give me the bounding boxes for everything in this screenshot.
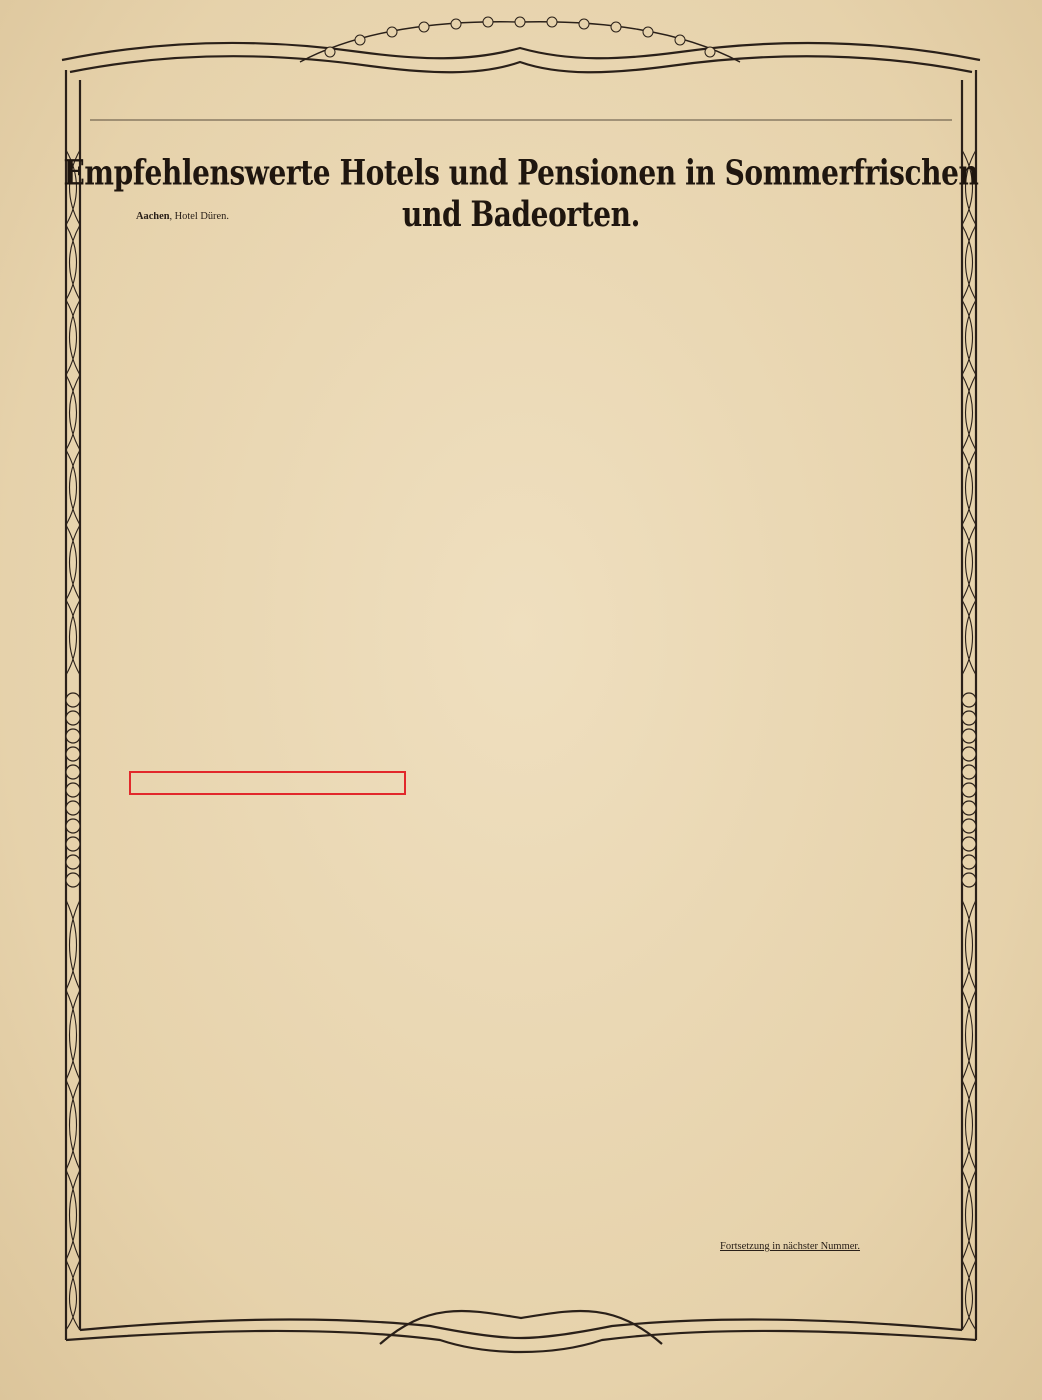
page-title: Empfehlenswerte Hotels und Pensionen in Sommerfrischen und Badeorten.	[63, 152, 979, 235]
continuation-note: Fortsetzung in nächster Nummer.	[720, 1241, 860, 1252]
place-name: Aachen	[136, 212, 170, 222]
top-wave-ornament-inner	[70, 56, 972, 72]
highlight-box	[129, 771, 406, 795]
top-garland-flowers	[325, 17, 715, 57]
bottom-swoop-ornament-inner	[80, 1320, 962, 1338]
listing-entry	[136, 212, 506, 222]
listing-column-left	[136, 212, 506, 222]
hotel-text: , Hotel Düren.	[169, 212, 229, 222]
bottom-swoop-ornament	[66, 1331, 976, 1352]
top-garland	[300, 22, 740, 62]
